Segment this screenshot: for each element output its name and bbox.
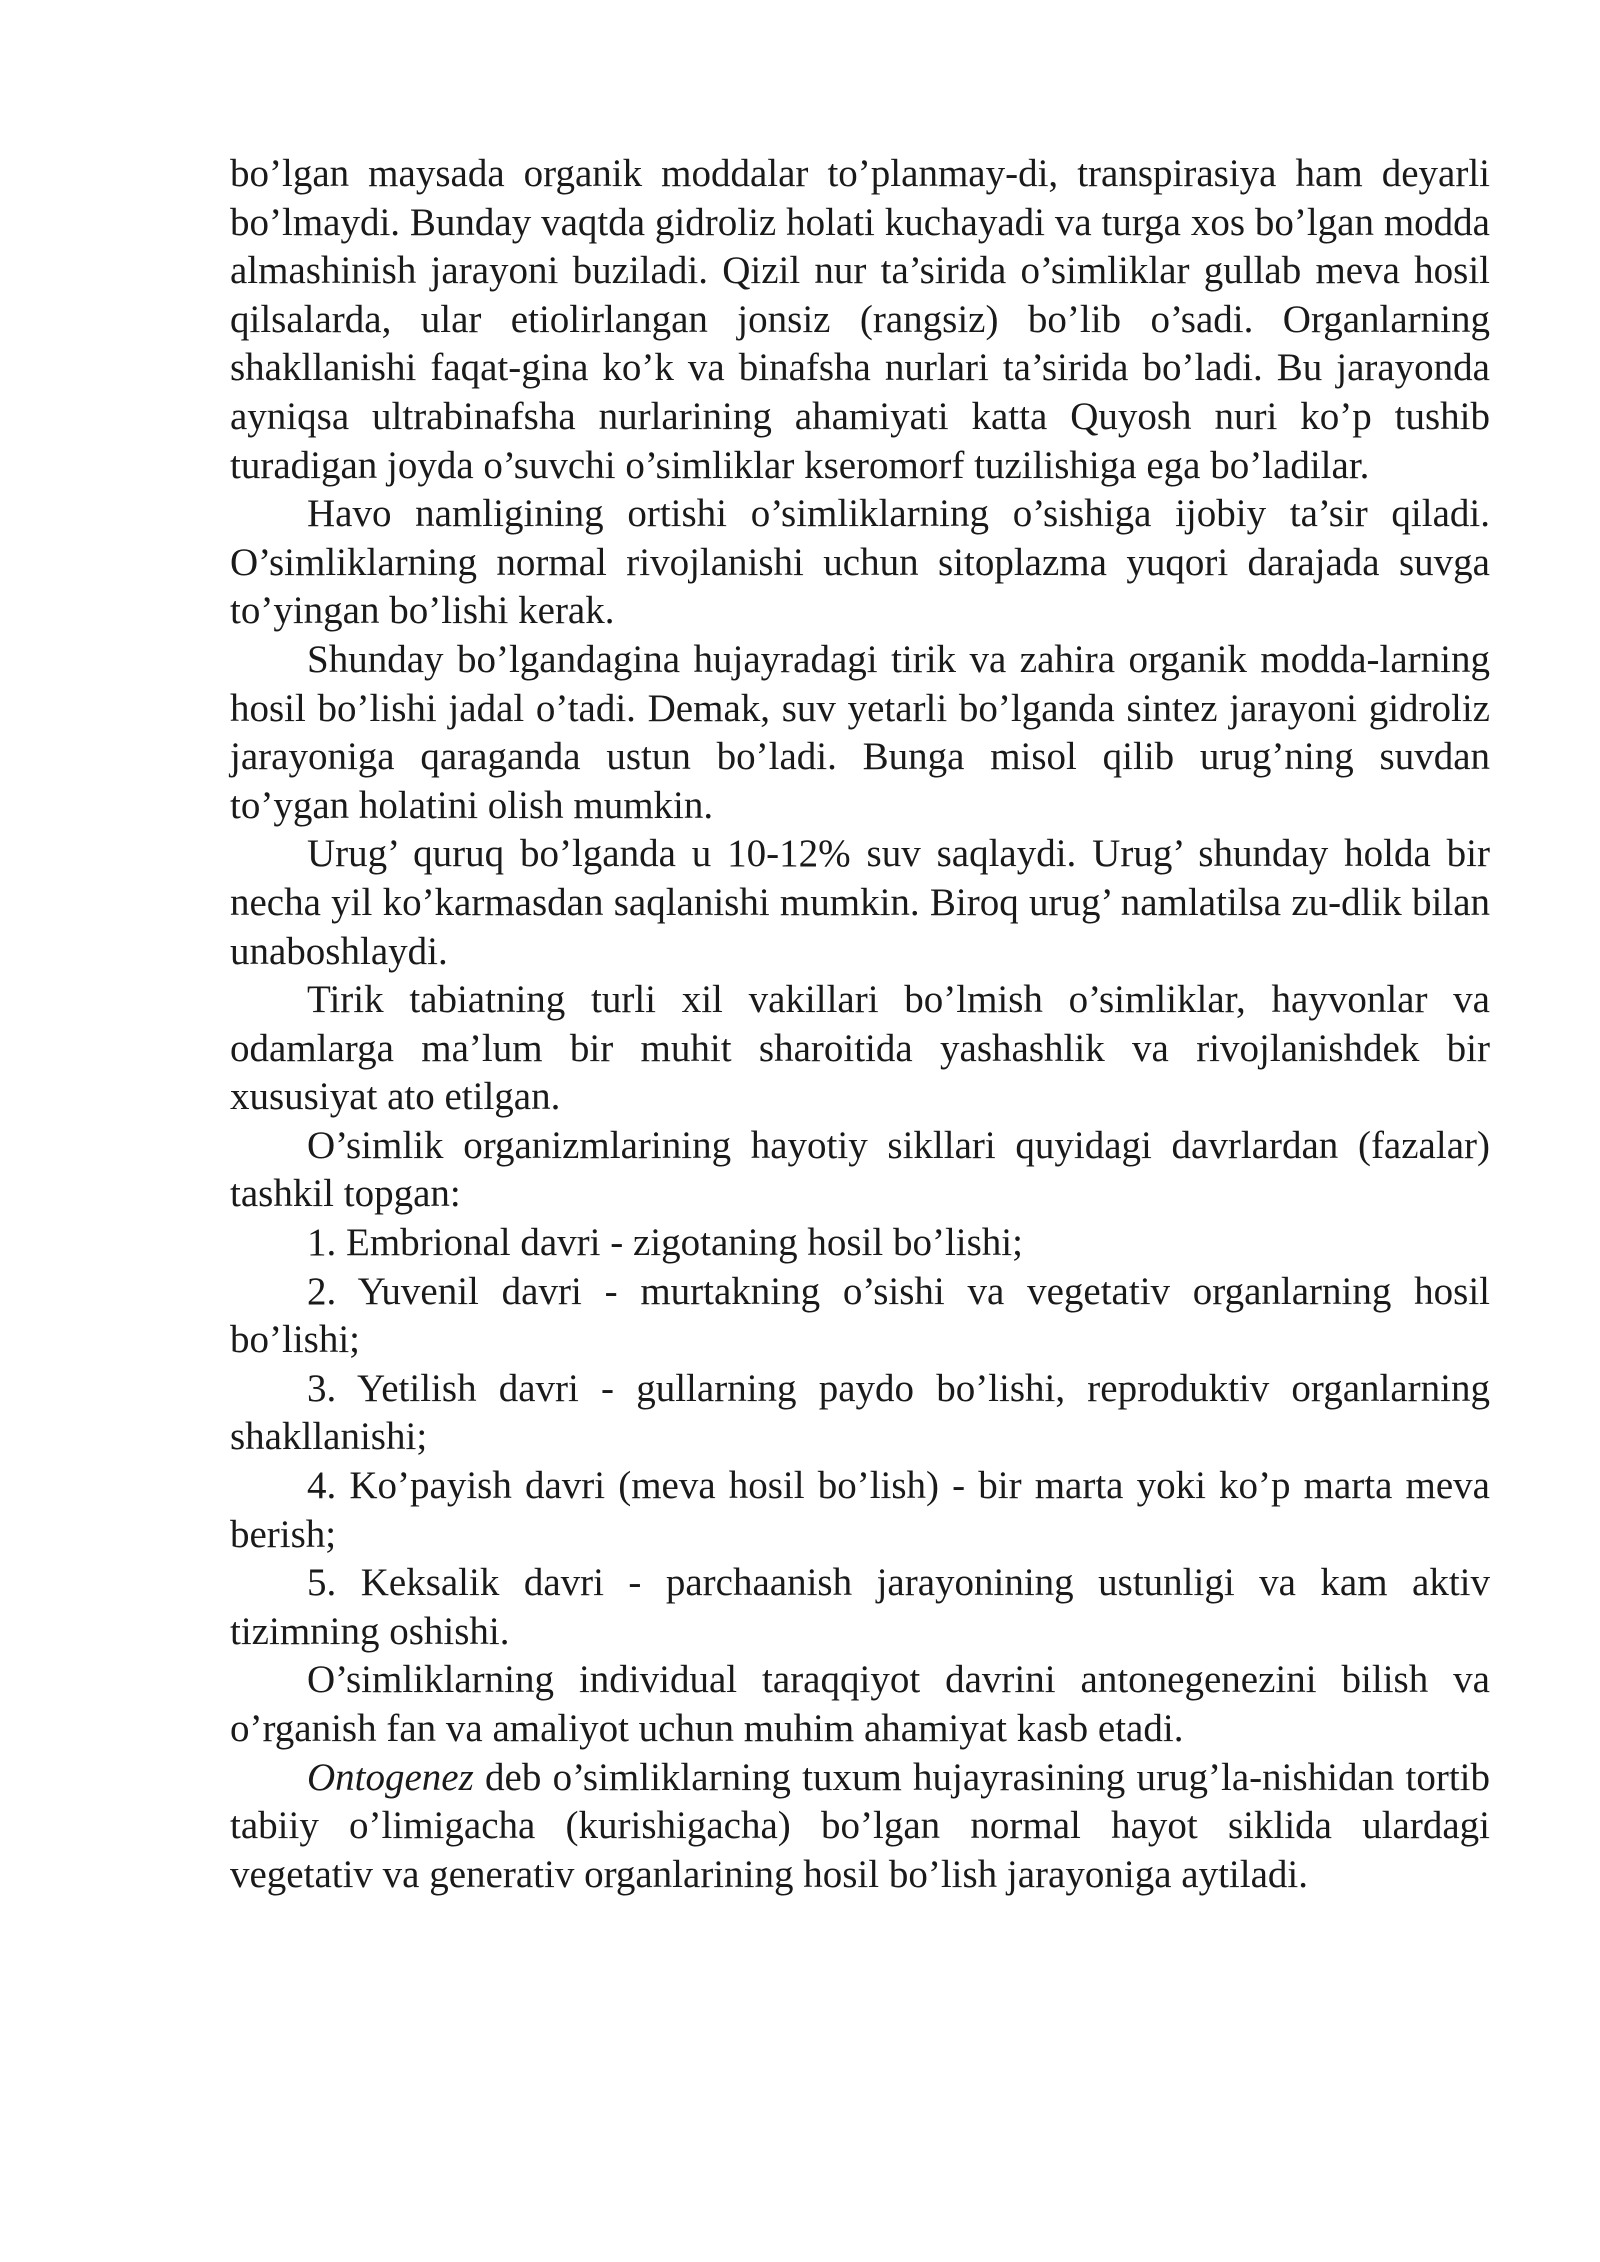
list-item-yuvenil: 2. Yuvenil davri - murtakning o’sishi va vegetativ organlarning hosil bo’lishi; [230,1269,1490,1362]
term-ontogenez: Ontogenez [307,1755,474,1799]
paragraph-ontogenesis-importance: O’simliklarning individual taraqqiyot davrini antonegenezini bilish va o’rganish fan va amaliyot uchun muhim ahamiyat kasb etadi. [230,1658,1490,1750]
paragraph-life-cycle-intro: O’simlik organizmlarining hayotiy sikllari quyidagi davrlardan (fazalar) tashkil topgan: [230,1123,1490,1216]
list-item-yetilish: 3. Yetilish davri - gullarning paydo bo’lishi, reproduktiv organlarning shakllanishi; [230,1366,1490,1459]
paragraph-seed-water: Urug’ quruq bo’lganda u 10-12% suv saqlaydi. Urug’ shunday holda bir necha yil ko’karmasdan saqlanishi mumkin. Biroq urug’ namlatilsa zu-dlik bilan unaboshlaydi. [230,832,1490,973]
list-item-keksalik: 5. Keksalik davri - parchaanish jarayonining ustunligi va kam aktiv tizimning oshishi. [230,1561,1490,1653]
paragraph-synthesis: Shunday bo’lgandagina hujayradagi tirik va zahira organik modda-larning hosil bo’lishi jadal o’tadi. Demak, suv yetarli bo’lganda sintez jarayoni gidroliz jarayoniga qaraganda ustun bo’ladi. Bunga misol qilib urug’ning suvdan to’ygan holatini olish mumkin. [230,637,1490,827]
definition-text: deb o’simliklarning tuxum hujayrasining urug’la-nishidan tortib tabiiy o’limigacha (kurishigacha) bo’lgan normal hayot siklida ulardagi vegetativ va generativ organlarining hosil bo’lish jarayoniga aytiladi. [230,1755,1490,1896]
list-item-embrional: 1. Embrional davri - zigotaning hosil bo’lishi; [307,1221,1023,1265]
list-item-kopayish: 4. Ko’payish davri (meva hosil bo’lish) - bir marta yoki ko’p marta meva berish; [230,1464,1490,1556]
paragraph-ontogenez-definition [230,1754,1490,1900]
paragraph-air-humidity: Havo namligining ortishi o’simliklarning o’sishiga ijobiy ta’sir qiladi. O’simliklarning normal rivojlanishi uchun sitoplazma yuqori darajada suvga to’yingan bo’lishi kerak. [230,492,1490,633]
page-body [230,150,1490,1899]
paragraph-continuation: bo’lgan maysada organik moddalar to’planmay-di, transpirasiya ham deyarli bo’lmaydi. Bunday vaqtda gidroliz holati kuchayadi va turga xos bo’lgan modda almashinish jarayoni buziladi. Qizil nur ta’sirida o’simliklar gullab meva hosil qilsalarda, ular etiolirlangan jonsiz (rangsiz) bo’lib o’sadi. Organlarning shakllanishi faqat-gina ko’k va binafsha nurlari ta’sirida bo’ladi. Bu jarayonda ayniqsa ultrabinafsha nurlarining ahamiyati katta Quyosh nuri ko’p tushib turadigan joyda o’suvchi o’simliklar kseromorf tuzilishiga ega bo’ladilar. [230,152,1490,487]
paragraph-living-nature: Tirik tabiatning turli xil vakillari bo’lmish o’simliklar, hayvonlar va odamlarga ma’lum bir muhit sharoitida yashashlik va rivojlanishdek bir xususiyat ato etilgan. [230,978,1490,1119]
